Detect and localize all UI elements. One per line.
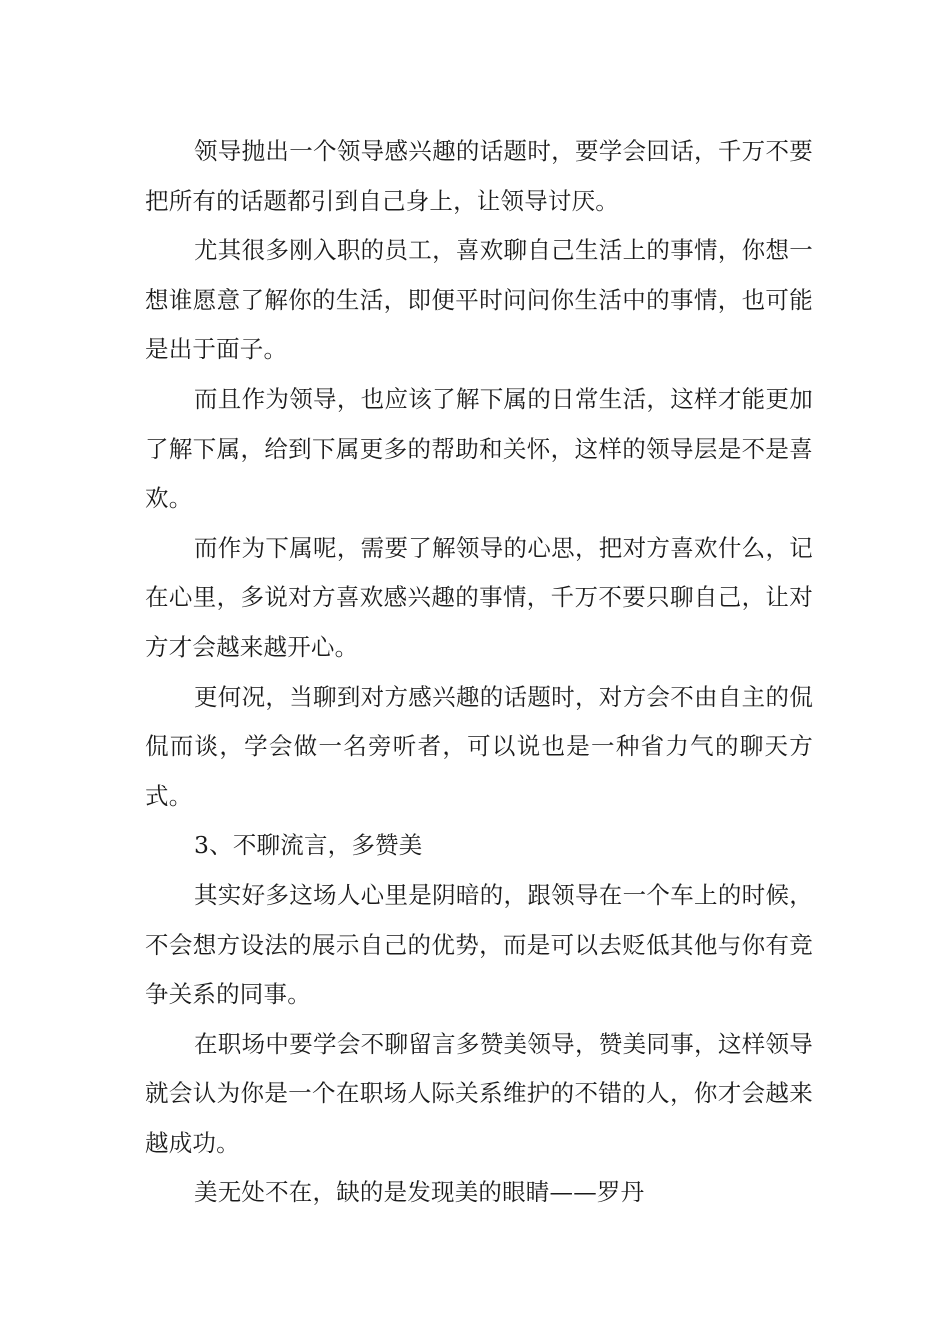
paragraph: 领导抛出一个领导感兴趣的话题时，要学会回话，千万不要把所有的话题都引到自己身上，让领导讨厌。 (145, 137, 813, 215)
paragraph: 而且作为领导，也应该了解下属的日常生活，这样才能更加了解下属，给到下属更多的帮助和关怀，这样的领导层是不是喜欢。 (145, 384, 813, 513)
document-body (145, 127, 813, 1218)
paragraph: 尤其很多刚入职的员工，喜欢聊自己生活上的事情，你想一想谁愿意了解你的生活，即便平时问问你生活中的事情，也可能是出于面子。 (145, 236, 813, 364)
paragraph: 而作为下属呢，需要了解领导的心思，把对方喜欢什么，记在心里，多说对方喜欢感兴趣的事情，千万不要只聊自己，让对方才会越来越开心。 (145, 533, 813, 661)
paragraph: 在职场中要学会不聊留言多赞美领导，赞美同事，这样领导就会认为你是一个在职场人际关系维护的不错的人，你才会越来越成功。 (145, 1029, 813, 1157)
paragraph: 其实好多这场人心里是阴暗的，跟领导在一个车上的时候，不会想方设法的展示自己的优势，而是可以去贬低其他与你有竞争关系的同事。 (145, 880, 813, 1009)
quote-paragraph: 美无处不在，缺的是发现美的眼睛——罗丹 (194, 1178, 645, 1207)
paragraph: 更何况，当聊到对方感兴趣的话题时，对方会不由自主的侃侃而谈，学会做一名旁听者，可以说也是一种省力气的聊天方式。 (145, 682, 813, 810)
section-heading: 3、不聊流言，多赞美 (194, 831, 423, 860)
